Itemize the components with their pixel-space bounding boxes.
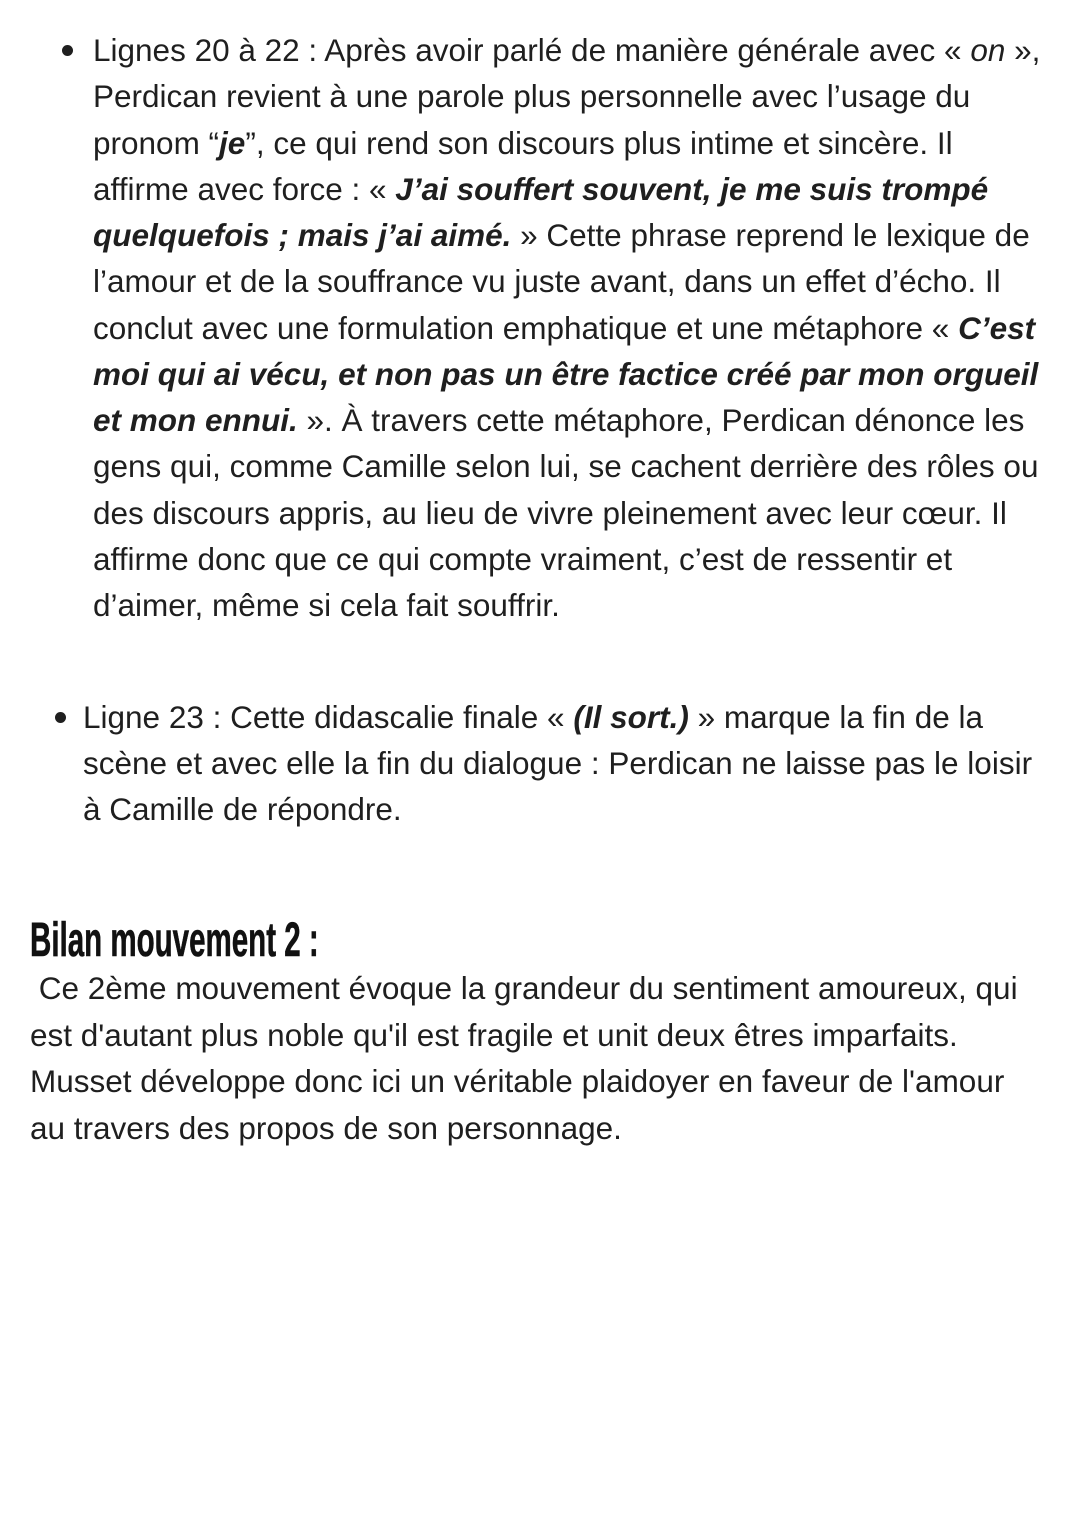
body-text: ». À travers cette métaphore, Perdican dénonce les (297, 402, 1025, 438)
bullet-icon (55, 712, 66, 723)
bullet-line (93, 536, 1040, 582)
body-text: Ligne 23 : Cette didascalie finale « (83, 699, 574, 735)
body-text: Perdican revient à une parole plus personnelle avec l’usage du (93, 78, 971, 115)
summary-paragraph (30, 965, 1018, 1151)
quoted-citation: C’est (958, 309, 1036, 346)
body-text: affirme donc que ce qui compte vraiment, c’est de ressentir et (93, 540, 953, 577)
summary-line: au travers des propos de son personnage. (30, 1109, 622, 1146)
body-text: conclut avec une formulation emphatique et une métaphore « (93, 309, 959, 346)
bullet-line (93, 443, 1040, 489)
bullet-line (93, 27, 1040, 73)
bullet-line (93, 258, 1040, 304)
stage-direction: (Il sort.) (573, 699, 689, 735)
body-text: » Cette phrase reprend le lexique de (511, 217, 1030, 253)
quoted-citation: quelquefois ; mais j’ai aimé. (93, 217, 512, 253)
summary-line: Musset développe donc ici un véritable plaidoyer en faveur de l'amour (30, 1063, 1005, 1100)
bullet-line (93, 490, 1040, 536)
body-text: affirme avec force : « (93, 170, 396, 207)
body-text: des discours appris, au lieu de vivre pleinement avec leur cœur. Il (93, 494, 1007, 531)
italic-pronoun: on (970, 32, 1006, 68)
summary-line: Ce 2ème mouvement évoque la grandeur du sentiment amoureux, qui (30, 970, 1018, 1006)
quoted-citation: moi qui ai vécu, et non pas un être factice créé par mon orgueil (93, 355, 1039, 392)
bullet-line (83, 694, 1032, 740)
quoted-citation: et mon ennui. (93, 402, 298, 438)
body-text: Lignes 20 à 22 : Après avoir parlé de manière générale avec « (93, 32, 971, 68)
bullet-line (93, 305, 1040, 351)
section-heading (30, 913, 499, 969)
body-text: scène et avec elle la fin du dialogue : Perdican ne laisse pas le loisir (83, 745, 1033, 781)
body-text: à Camille de répondre. (83, 791, 402, 827)
bullet-line (93, 166, 1040, 212)
bullet-line (93, 120, 1040, 166)
body-text: pronom “ (93, 124, 220, 161)
body-text: gens qui, comme Camille selon lui, se cachent derrière des rôles ou (93, 448, 1039, 485)
bullet-line (93, 73, 1040, 119)
bullet-line (93, 212, 1040, 258)
heading-text: Bilan mouvement 2 : (30, 914, 319, 967)
body-text: ”, ce qui rend son discours plus intime et sincère. Il (245, 124, 953, 161)
bullet-line (83, 786, 1032, 832)
body-text: », (1005, 32, 1041, 68)
body-text: d’aimer, même si cela fait souffrir. (93, 587, 560, 623)
bullet-line (83, 740, 1032, 786)
summary-line: est d'autant plus noble qu'il est fragile et unit deux êtres imparfaits. (30, 1016, 958, 1053)
bullet-line (93, 582, 1040, 628)
body-text: » marque la fin de la (688, 699, 984, 735)
bullet-item-ligne-23 (83, 694, 1032, 832)
bullet-item-lignes-20-22 (93, 27, 1040, 628)
bullet-line (93, 351, 1040, 397)
body-text: l’amour et de la souffrance vu juste avant, dans un effet d’écho. Il (93, 263, 1001, 300)
emphasized-pronoun: je (219, 124, 246, 161)
bullet-icon (62, 45, 73, 56)
quoted-citation: J’ai souffert souvent, je me suis trompé (395, 170, 989, 207)
bullet-line (93, 397, 1040, 443)
